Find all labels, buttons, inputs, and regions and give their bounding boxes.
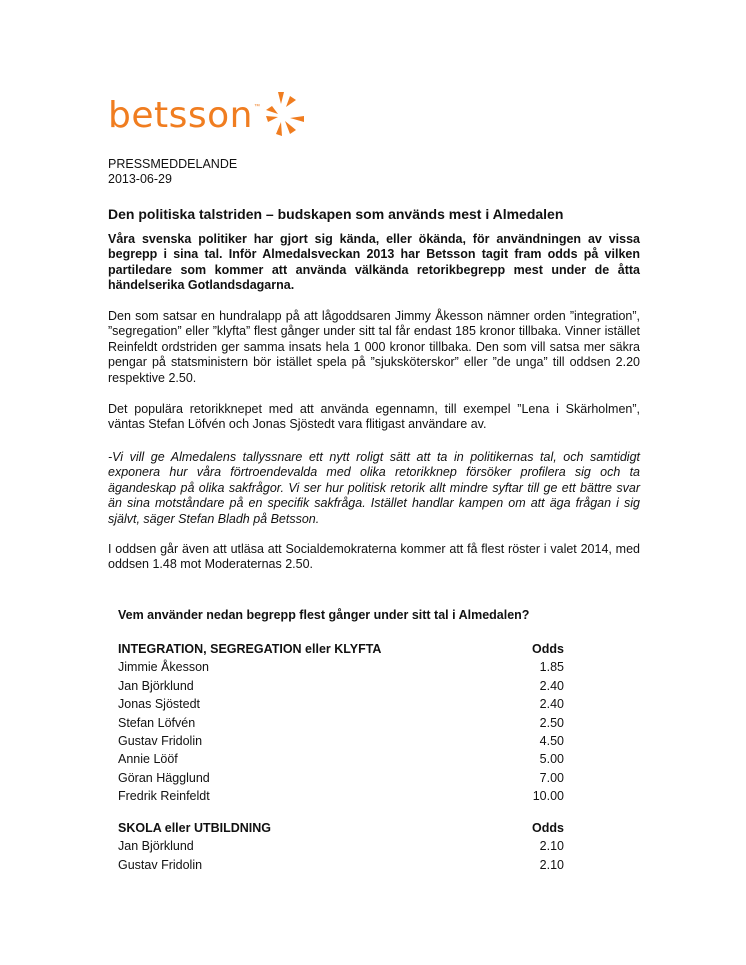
- lede-paragraph: Våra svenska politiker har gjort sig kända, eller ökända, för användningen av vissa begrepp i sina tal. Inför Almedalsveckan 2013 har Betsson tagit fram odds på vilken partiledare som kommer att använda välkända retorikbegrepp mest under de åtta händelserika Gotlandsdagarna.: [108, 232, 640, 293]
- body-paragraph-4: I oddsen går även att utläsa att Socialdemokraterna kommer att få flest röster i valet 2014, med oddsen 1.48 mot Moderaternas 2.50.: [108, 542, 640, 572]
- release-meta: [108, 157, 237, 187]
- table-row: [118, 769, 564, 787]
- table-row: [118, 837, 564, 855]
- release-date: 2013-06-29: [108, 172, 172, 186]
- release-type: PRESSMEDDELANDE: [108, 157, 238, 171]
- odds-table-skola: [118, 819, 564, 874]
- body-paragraph-2: Det populära retorikknepet med att använda egennamn, till exempel ”Lena i Skärholmen”, väntas Stefan Löfvén och Jonas Sjöstedt vara flitigast användare av.: [108, 402, 640, 432]
- odds-value: 4.50: [539, 733, 564, 748]
- table-row: [118, 732, 564, 750]
- logo-trademark: ™: [253, 104, 260, 110]
- odds-table-integration: [118, 640, 564, 806]
- odds-value: 2.40: [539, 697, 564, 712]
- table-row: [118, 856, 564, 874]
- odds-value: 1.85: [539, 660, 564, 675]
- quote-paragraph: -Vi vill ge Almedalens tallyssnare ett nytt roligt sätt att ta in politikernas tal, och samtidigt exponera hur våra förtroendevalda med olika retorikknep försöker profilera sig och ta ägandeskap på olika sakfrågor. Vi ser hur politisk retorik allt mindre syftar till ge ett bättre svar än sina motståndare på en specifik sakfråga. Istället handlar kampen om att äga frågan i sig självt, säger Stefan Bladh på Betsson.: [108, 450, 640, 526]
- betsson-star-icon: [264, 90, 306, 143]
- odds-value: 2.50: [539, 715, 564, 730]
- odds-value: 5.00: [539, 752, 564, 767]
- candidate-name: Fredrik Reinfeldt: [118, 789, 210, 804]
- candidate-name: Jan Björklund: [118, 839, 194, 854]
- odds-value: 7.00: [539, 770, 564, 785]
- headline: Den politiska talstriden – budskapen som används mest i Almedalen: [108, 206, 564, 222]
- candidate-name: Gustav Fridolin: [118, 733, 203, 748]
- odds-value: 10.00: [532, 789, 564, 804]
- table-heading: INTEGRATION, SEGREGATION eller KLYFTA: [118, 642, 382, 656]
- betsson-logo: [108, 90, 306, 146]
- table-row: [118, 750, 564, 768]
- candidate-name: Jonas Sjöstedt: [118, 697, 200, 712]
- odds-value: 2.10: [539, 857, 564, 872]
- candidate-name: Stefan Löfvén: [118, 715, 196, 730]
- body-paragraph-1: Den som satsar en hundralapp på att lågoddsaren Jimmy Åkesson nämner orden ”integration”, ”segregation” eller ”klyfta” flest gånger under sitt tal får endast 185 kronor tillbaka. Vinner istället Reinfeldt ordstriden ger samma insats hela 1 000 kronor tillbaka. Den som vill satsa mer säkra pengar på statsministern bör istället spela på ”sjuksköterskor” eller ”de unga” till oddsen 2.20 respektive 2.50.: [108, 309, 640, 385]
- odds-column-label: Odds: [532, 642, 564, 656]
- odds-column-label: Odds: [532, 821, 564, 835]
- candidate-name: Jan Björklund: [118, 678, 194, 693]
- candidate-name: Annie Lööf: [118, 752, 178, 767]
- table-header: [118, 819, 564, 837]
- candidate-name: Göran Hägglund: [118, 770, 210, 785]
- table-header: [118, 640, 564, 658]
- table-row: [118, 677, 564, 695]
- candidate-name: Jimmie Åkesson: [118, 660, 209, 675]
- odds-question: Vem använder nedan begrepp flest gånger under sitt tal i Almedalen?: [118, 608, 530, 622]
- odds-value: 2.40: [539, 678, 564, 693]
- odds-value: 2.10: [539, 839, 564, 854]
- table-row: [118, 695, 564, 713]
- candidate-name: Gustav Fridolin: [118, 857, 203, 872]
- table-heading: SKOLA eller UTBILDNING: [118, 821, 272, 835]
- table-row: [118, 714, 564, 732]
- table-row: [118, 658, 564, 676]
- table-row: [118, 787, 564, 805]
- logo-wordmark: betsson: [108, 95, 253, 136]
